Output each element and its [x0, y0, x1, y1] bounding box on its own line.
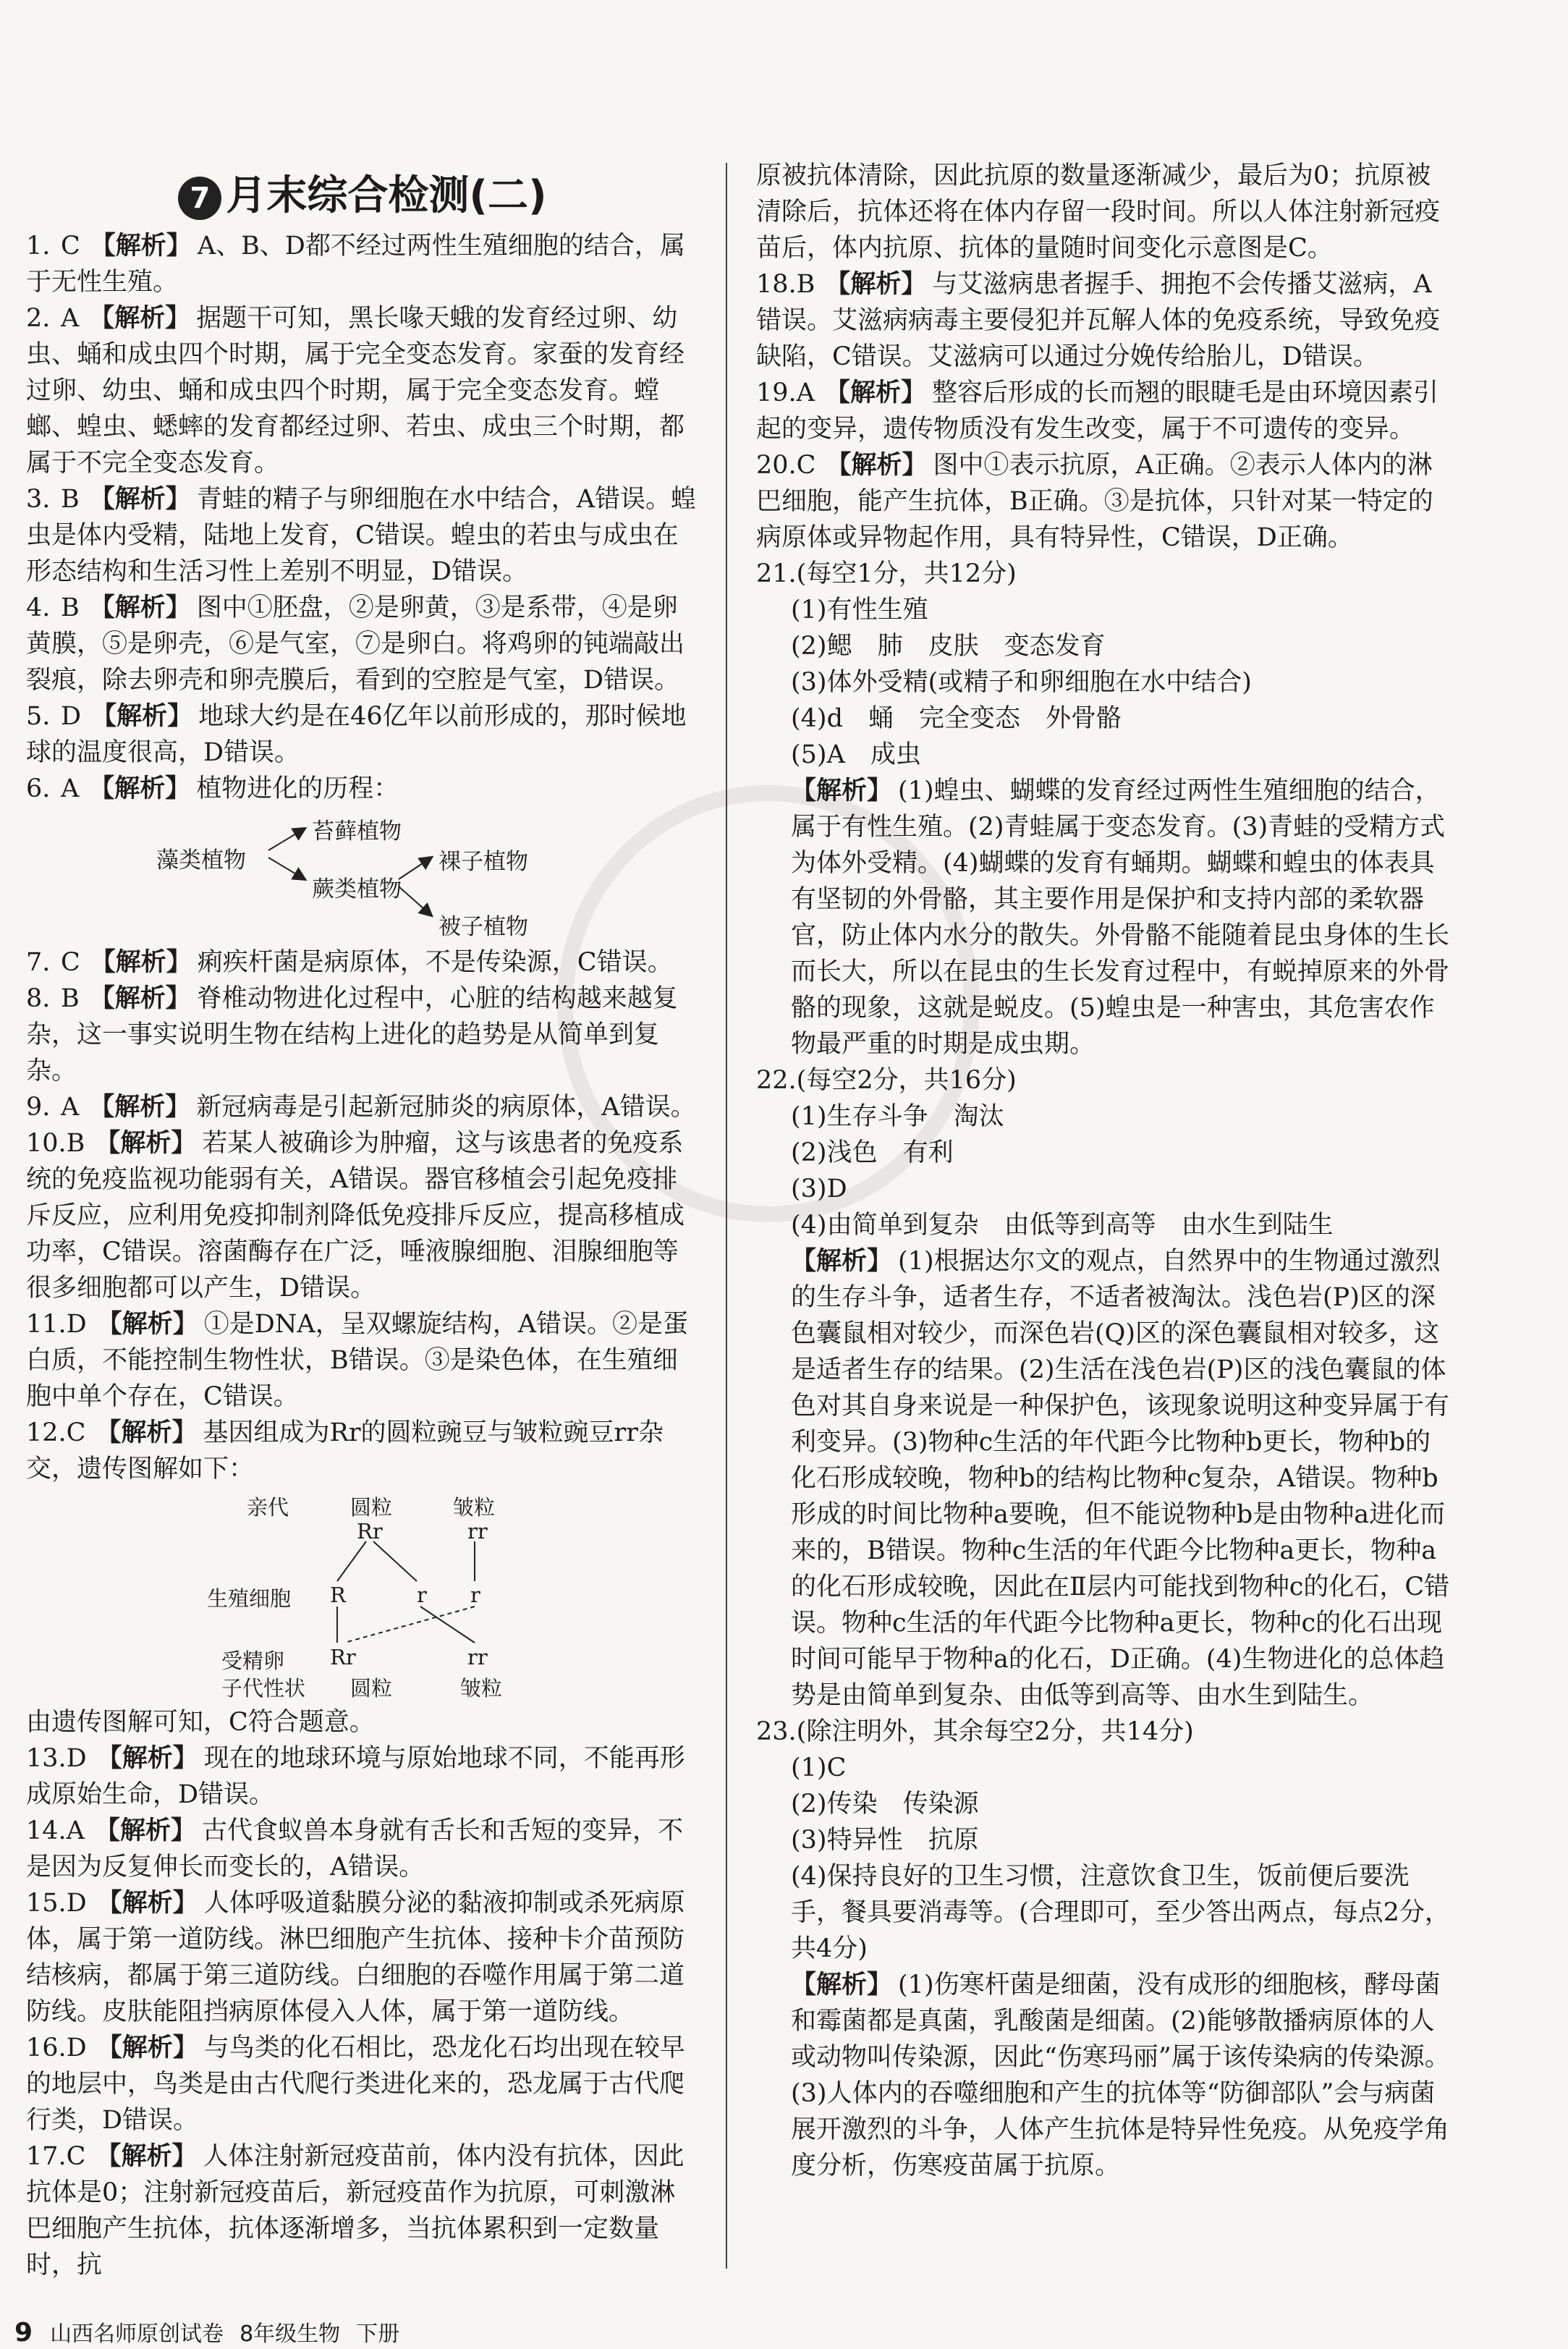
label-gamete: 生殖细胞	[207, 1586, 292, 1611]
answer-item-19: 19.A 【解析】 整容后形成的长而翘的眼睫毛是由环境因素引起的变异，遗传物质没有发生改变，属于不可遗传的变异。	[756, 378, 1438, 444]
answer-23-4: (4)保持良好的卫生习惯，注意饮食卫生，饭前便后要洗手，餐具要消毒等。(合理即可，至少答出两点，每点2分，共4分)	[791, 1862, 1450, 1963]
answer-item-20: 20.C 【解析】 图中①表示抗原，A正确。②表示人体内的淋巴细胞，能产生抗体，B正确。③是抗体，只针对某一特定的病原体或异物起作用，具有特异性，C错误，D正确。	[756, 451, 1433, 552]
answer-item-12: 12.C 【解析】 基因组成为Rr的圆粒豌豆与皱粒豌豆rr杂交，遗传图解如下：	[26, 1418, 664, 1484]
answer-item-2: 2. A 【解析】 据题干可知，黑长喙天蛾的发育经过卵、幼虫、蛹和成虫四个时期，属于完全变态发育。家蚕的发育经过卵、幼虫、蛹和成虫四个时期，属于完全变态发育。螳螂、蝗虫、蟋蟀的发育都经过卵、若虫、成虫三个时期，都属于不完全变态发育。	[26, 304, 685, 478]
genotype-Rr: Rr	[357, 1519, 383, 1544]
page-number: 9	[14, 2318, 33, 2348]
answer-item-6: 6. A 【解析】 植物进化的历程：	[26, 774, 399, 803]
answer-23-explanation: 【解析】 (1)伤寒杆菌是细菌，没有成形的细胞核，酵母菌和霉菌都是真菌，乳酸菌是细菌。(2)能够散播病原体的人或动物叫传染源，因此“伤寒玛丽”属于该传染病的传染源。(3)人体内的吞噬细胞和产生的抗体等“防御部队”会与病菌展开激烈的斗争，人体产生抗体是特异性免疫。从免疫学角度分析，伤寒疫苗属于抗原。	[791, 1971, 1450, 2180]
genetic-cross-diagram	[26, 1487, 699, 1704]
answer-item-23-head: 23.(除注明外，其余每空2分，共14分)	[756, 1717, 1194, 1746]
answer-22-4: (4)由简单到复杂 由低等到高等 由水生到陆生	[791, 1211, 1334, 1240]
answer-item-3: 3. B 【解析】 青蛙的精子与卵细胞在水中结合，A错误。蝗虫是体内受精，陆地上发育，C错误。蝗虫的若虫与成虫在形态结构和生活习性上差别不明显，D错误。	[26, 485, 697, 586]
genotype-rr: rr	[467, 1519, 488, 1544]
answer-item-14: 14.A 【解析】 古代食蚁兽本身就有舌长和舌短的变异，不是因为反复伸长而变长的，A错误。	[26, 1816, 683, 1882]
label-wrinkled-parent: 皱粒	[453, 1495, 496, 1520]
page-footer	[14, 2316, 399, 2348]
answer-21-explanation: 【解析】 (1)蝗虫、蝴蝶的发育经过两性生殖细胞的结合，属于有性生殖。(2)青蛙属于变态发育。(3)青蛙的受精方式为体外受精。(4)蝴蝶的发育有蛹期。蝴蝶和蝗虫的体表具有坚韧的外骨骼，其主要作用是保护和支持内部的柔软器官，防止体内水分的散失。外骨骼不能随着昆虫身体的生长而长大，所以在昆虫的生长发育过程中，有蜕掉原来的外骨骼的现象，这就是蜕皮。(5)蝗虫是一种害虫，其危害农作物最严重的时期是成虫期。	[791, 776, 1450, 1059]
volume: 下册	[356, 2322, 400, 2347]
book-title: 山西名师原创试卷	[50, 2322, 224, 2347]
gamete-r1: r	[417, 1583, 427, 1607]
answer-item-17: 17.C 【解析】 人体注射新冠疫苗前，体内没有抗体，因此抗体是0；注射新冠疫苗后，新冠疫苗作为抗原，可刺激淋巴细胞产生抗体，抗体逐渐增多，当抗体累积到一定数量时，抗	[26, 2142, 685, 2280]
offspring-round: 圆粒	[350, 1676, 393, 1701]
answer-item-16: 16.D 【解析】 与鸟类的化石相比，恐龙化石均出现在较早的地层中，鸟类是由古代爬行类进化来的，恐龙属于古代爬行类，D错误。	[26, 2033, 685, 2135]
answer-23-3: (3)特异性 抗原	[791, 1826, 979, 1855]
answer-22-3: (3)D	[791, 1174, 847, 1203]
answer-item-1: 1. C 【解析】 A、B、D都不经过两性生殖细胞的结合，属于无性生殖。	[26, 232, 685, 297]
node-gymnosperm: 裸子植物	[438, 849, 528, 875]
gamete-r2: r	[470, 1583, 480, 1607]
answer-item-22-head: 22.(每空2分，共16分)	[756, 1066, 1017, 1095]
answer-item-21-head: 21.(每空1分，共12分)	[756, 559, 1017, 588]
answer-23-1: (1)C	[791, 1753, 847, 1782]
answer-21-1: (1)有性生殖	[791, 596, 928, 625]
node-angiosperm: 被子植物	[438, 914, 528, 940]
answer-22-2: (2)浅色 有利	[791, 1138, 954, 1167]
left-column	[26, 0, 699, 2283]
node-algae: 藻类植物	[156, 847, 246, 873]
zygote-Rr: Rr	[330, 1645, 356, 1669]
gamete-R: R	[330, 1583, 346, 1607]
answer-item-7: 7. C 【解析】 痢疾杆菌是病原体，不是传染源，C错误。	[26, 948, 673, 977]
answer-item-15: 15.D 【解析】 人体呼吸道黏膜分泌的黏液抑制或杀死病原体，属于第一道防线。淋巴细胞产生抗体、接种卡介苗预防结核病，都属于第三道防线。白细胞的吞噬作用属于第二道防线。皮肤能阻挡病原体侵入人体，属于第一道防线。	[26, 1889, 685, 2026]
label-zygote: 受精卵	[221, 1648, 285, 1673]
answer-item-13: 13.D 【解析】 现在的地球环境与原始地球不同，不能再形成原始生命，D错误。	[26, 1744, 685, 1809]
answer-22-1: (1)生存斗争 淘汰	[791, 1102, 1004, 1131]
answer-21-5: (5)A 成虫	[791, 740, 921, 769]
title-text: 月末综合检测(二)	[226, 172, 547, 219]
right-column	[756, 158, 1451, 2184]
section-number-badge: 7	[178, 177, 221, 220]
answer-item-17-continued: 原被抗体清除，因此抗原的数量逐渐减少，最后为0；抗原被清除后，抗体还将在体内存留一段时间。所以人体注射新冠疫苗后，体内抗原、抗体的量随时间变化示意图是C。	[756, 161, 1441, 263]
answer-item-11: 11.D 【解析】 ①是DNA，呈双螺旋结构，A错误。②是蛋白质，不能控制生物性状，B错误。③是染色体，在生殖细胞中单个存在，C错误。	[26, 1310, 688, 1411]
label-round-parent: 圆粒	[350, 1495, 393, 1520]
answer-item-9: 9. A 【解析】 新冠病毒是引起新冠肺炎的病原体，A错误。	[26, 1093, 696, 1122]
node-moss: 苔藓植物	[312, 818, 402, 845]
answer-item-8: 8. B 【解析】 脊椎动物进化过程中，心脏的结构越来越复杂，这一事实说明生物在结构上进化的趋势是从简单到复杂。	[26, 984, 678, 1085]
answer-23-2: (2)传染 传染源	[791, 1790, 979, 1819]
page-title	[26, 170, 699, 222]
answer-item-18: 18.B 【解析】 与艾滋病患者握手、拥抱不会传播艾滋病，A错误。艾滋病病毒主要侵犯并瓦解人体的免疫系统，导致免疫缺陷，C错误。艾滋病可以通过分娩传给胎儿，D错误。	[756, 270, 1441, 371]
plant-evolution-diagram	[26, 807, 699, 944]
answer-22-explanation: 【解析】 (1)根据达尔文的观点，自然界中的生物通过激烈的生存斗争，适者生存，不适者被淘汰。浅色岩(P)区的深色囊鼠相对较少，而深色岩(Q)区的深色囊鼠相对较多，这是适者生存的结果。(2)生活在浅色岩(P)区的浅色囊鼠的体色对其自身来说是一种保护色，该现象说明这种变异属于有利变异。(3)物种c生活的年代距今比物种b更长，物种b的化石形成较晚，物种b的结构比物种c复杂，A错误。物种b形成的时间比物种a要晚，但不能说物种b是由物种a进化而来的，B错误。物种c生活的年代距今比物种a更长，物种a的化石形成较晚，因此在Ⅱ层内可能找到物种c的化石，C错误。物种c生活的年代距今比物种a更长，物种c的化石出现时间可能早于物种a的化石，D正确。(4)生物进化的总体趋势是由简单到复杂、由低等到高等、由水生到陆生。	[791, 1247, 1450, 1710]
offspring-wrinkled: 皱粒	[460, 1676, 503, 1701]
zygote-rr: rr	[467, 1645, 488, 1669]
grade-subject: 8年级生物	[240, 2322, 341, 2347]
label-parent: 亲代	[247, 1495, 289, 1520]
answer-item-4: 4. B 【解析】 图中①胚盘，②是卵黄，③是系带，④是卵黄膜，⑤是卵壳，⑥是气室，⑦是卵白。将鸡卵的钝端敲出裂痕，除去卵壳和卵壳膜后，看到的空腔是气室，D错误。	[26, 593, 685, 695]
label-offspring: 子代性状	[221, 1676, 306, 1701]
answer-item-12-conclusion: 由遗传图解可知，C符合题意。	[26, 1708, 375, 1737]
column-divider	[726, 163, 727, 2269]
answer-21-2: (2)鳃 肺 皮肤 变态发育	[791, 632, 1106, 661]
answer-21-4: (4)d 蛹 完全变态 外骨骼	[791, 704, 1122, 733]
answer-item-5: 5. D 【解析】 地球大约是在46亿年以前形成的，那时候地球的温度很高，D错误。	[26, 702, 687, 767]
node-fern: 蕨类植物	[312, 876, 402, 902]
answer-21-3: (3)体外受精(或精子和卵细胞在水中结合)	[791, 668, 1252, 697]
answer-item-10: 10.B 【解析】 若某人被确诊为肿瘤，这与该患者的免疫系统的免疫监视功能弱有关，A错误。器官移植会引起免疫排斥反应，应利用免疫抑制剂降低免疫排斥反应，提高移植成功率，C错误。溶菌酶存在广泛，唾液腺细胞、泪腺细胞等很多细胞都可以产生，D错误。	[26, 1129, 685, 1303]
